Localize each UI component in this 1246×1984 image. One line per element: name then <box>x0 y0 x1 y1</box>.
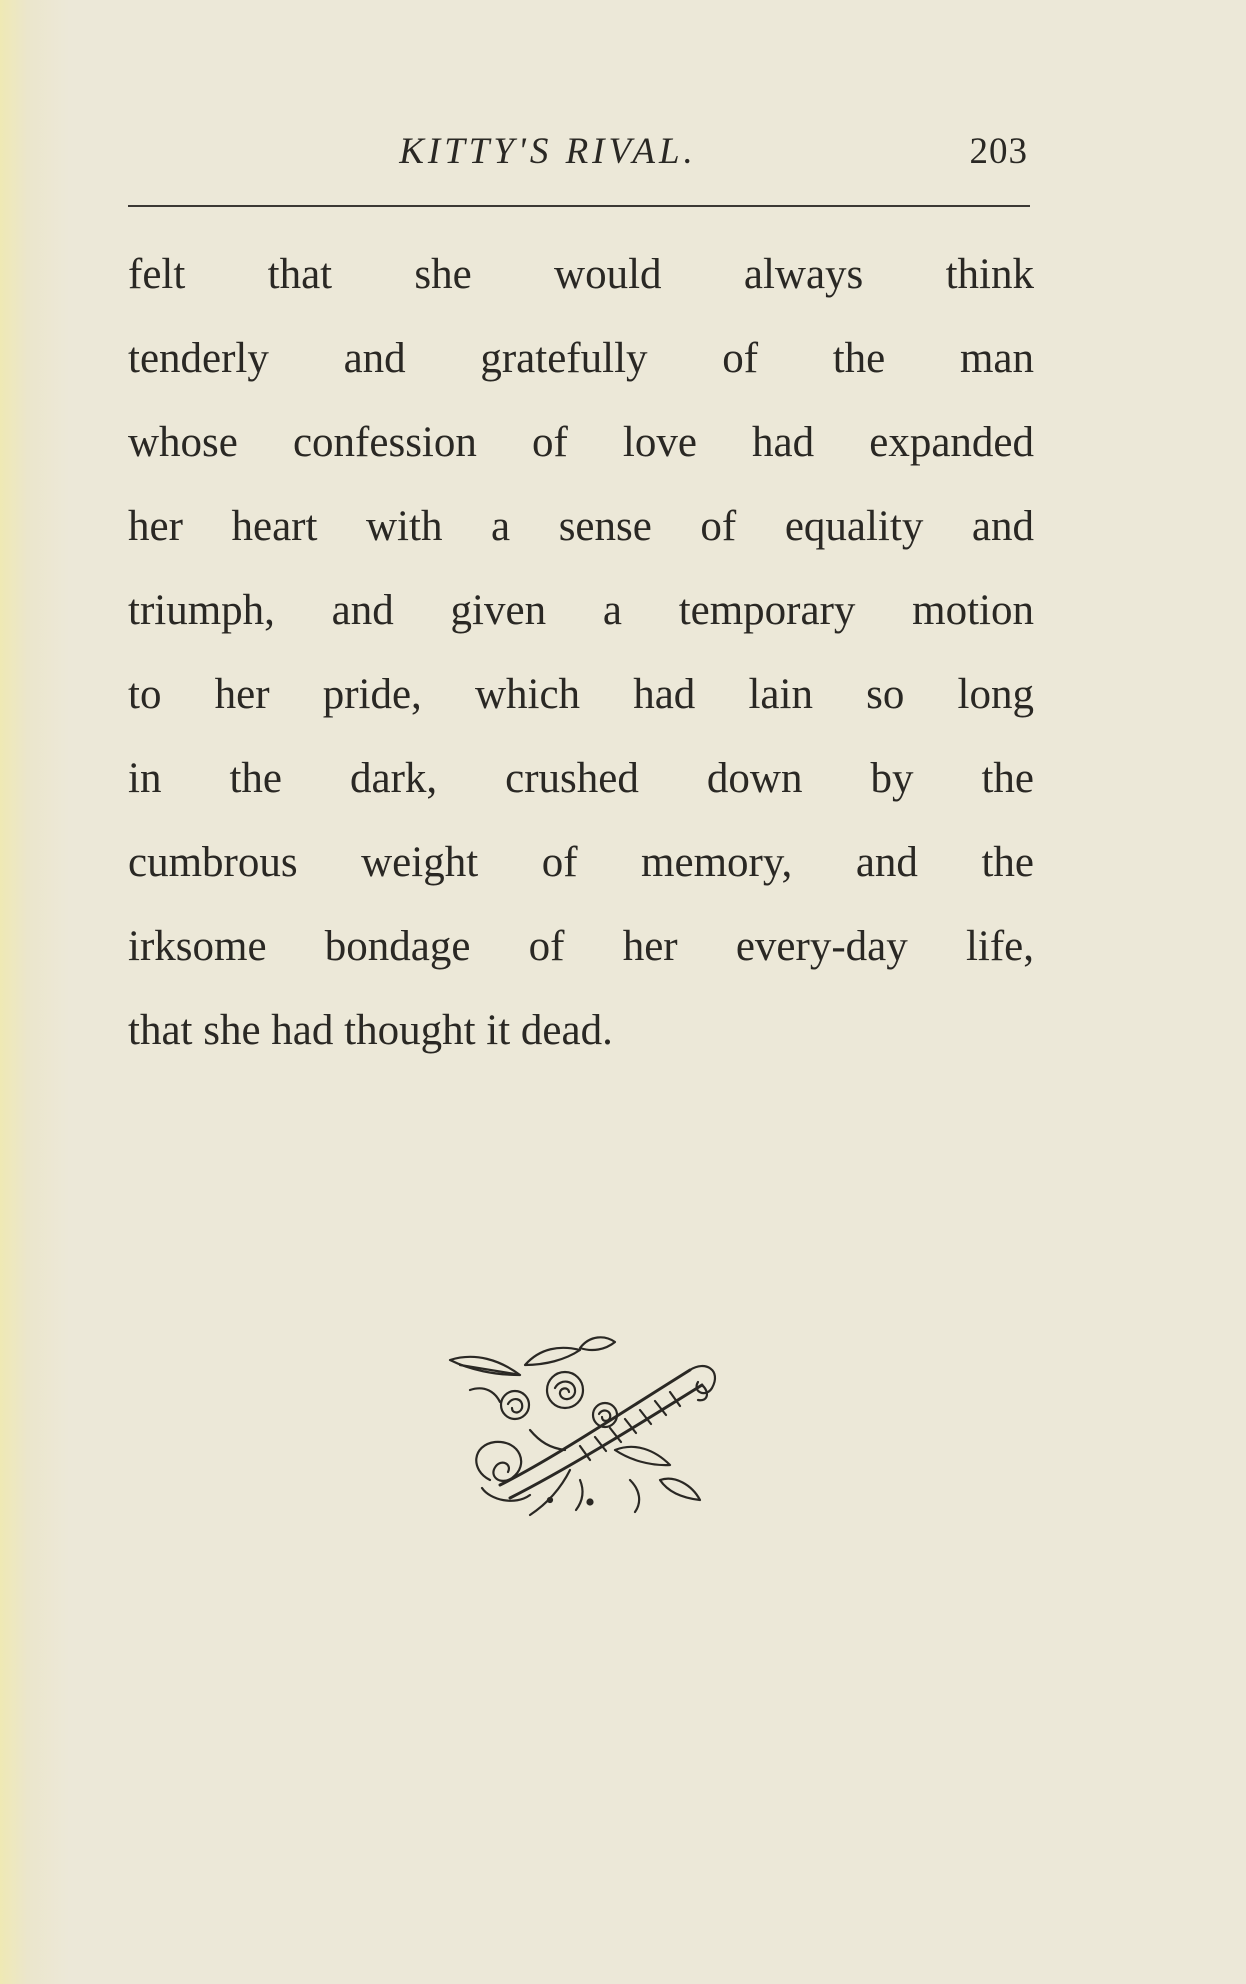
body-text <box>128 245 1034 1085</box>
page-number: 203 <box>969 131 1028 172</box>
text-line: whose confession of love had expanded <box>128 419 1034 466</box>
text-line: irksome bondage of her every-day life, <box>128 923 1034 970</box>
text-line: triumph, and given a temporary motion <box>128 587 1034 634</box>
text-line: felt that she would always think <box>128 251 1034 298</box>
running-title: KITTY'S RIVAL. <box>399 131 697 172</box>
running-head <box>128 130 1028 180</box>
header-rule <box>128 205 1030 207</box>
text-line: tenderly and gratefully of the man <box>128 335 1034 382</box>
text-line: that she had thought it dead. <box>128 1007 613 1054</box>
text-line: in the dark, crushed down by the <box>128 755 1034 802</box>
text-line: to her pride, which had lain so long <box>128 671 1034 718</box>
text-line: cumbrous weight of memory, and the <box>128 839 1034 886</box>
floral-scroll-ornament-icon <box>430 1330 750 1520</box>
text-line: her heart with a sense of equality and <box>128 503 1034 550</box>
